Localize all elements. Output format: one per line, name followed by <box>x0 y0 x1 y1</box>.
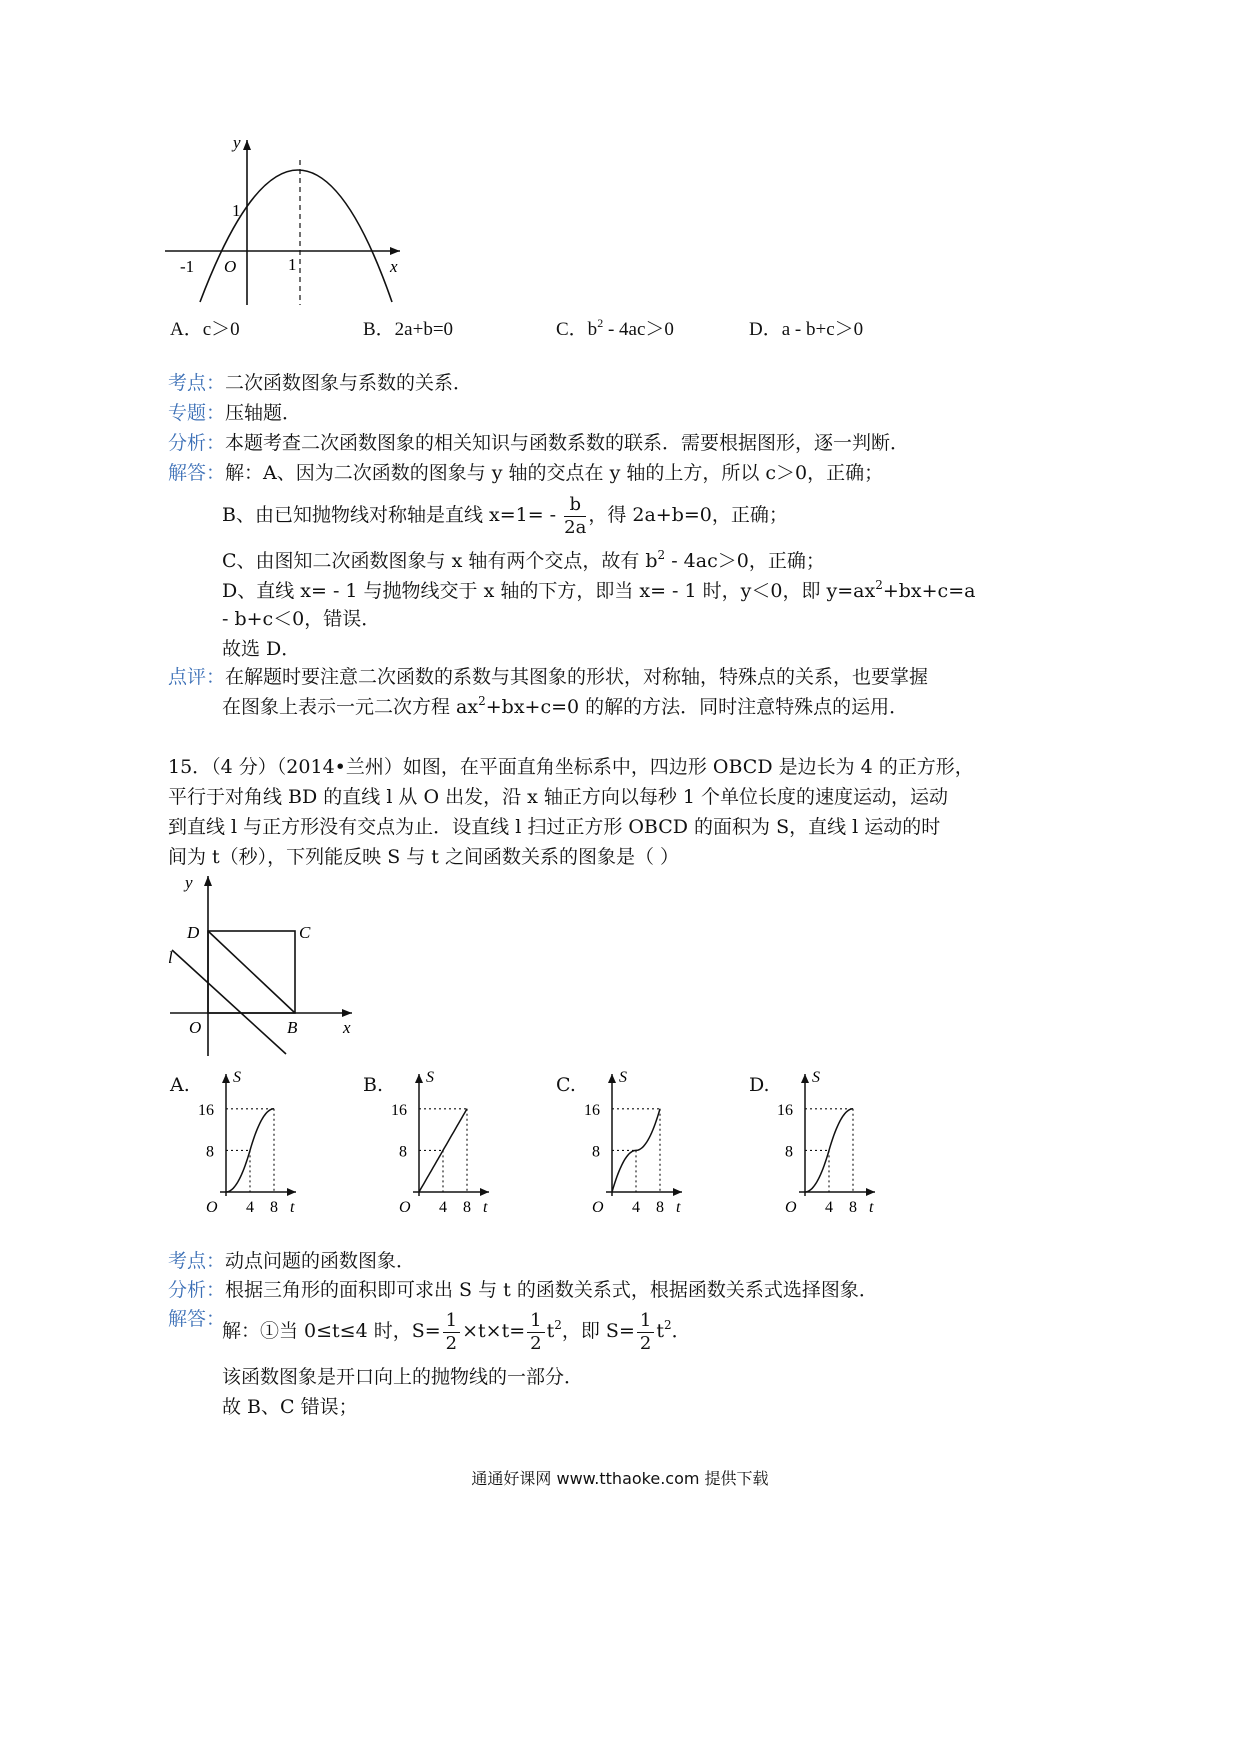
y-axis-arrow-icon <box>204 876 212 886</box>
t-label: t <box>290 1199 295 1216</box>
function-curve <box>419 1109 467 1192</box>
x-axis-arrow-icon <box>342 1009 352 1017</box>
q15-jieda-label: 解答： <box>168 1308 226 1330</box>
function-curve <box>805 1109 853 1192</box>
x-label: x <box>343 1018 351 1037</box>
tick-4: 4 <box>632 1199 640 1216</box>
x-label: x <box>390 257 398 276</box>
tick-4: 4 <box>825 1199 833 1216</box>
tick-16: 16 <box>198 1101 214 1119</box>
q14-jieda-a: 解答：解：A、因为二次函数的图象与 y 轴的交点在 y 轴的上方，所以 c＞0，正确； <box>168 462 884 484</box>
t-label: t <box>483 1199 488 1216</box>
point-d-label: D <box>187 923 200 942</box>
q14-jieda-d1: D、直线 x= - 1 与抛物线交于 x 轴的下方，即当 x= - 1 时，y＜0，即 $y=ax^2+bx+c=a$ <box>222 578 976 602</box>
tick-x1: 1 <box>288 255 297 274</box>
graph-option-label: A. <box>170 1074 190 1096</box>
parabola <box>200 170 392 302</box>
t-axis-arrow-icon <box>673 1188 682 1196</box>
graph-option-b <box>391 1062 501 1217</box>
graph-option-label: B. <box>363 1074 384 1096</box>
q15-stem-line2: 平行于对角线 BD 的直线 l 从 O 出发，沿 x 轴正方向以每秒 1 个单位长度的速度运动，运动 <box>168 786 949 808</box>
t-axis-arrow-icon <box>287 1188 296 1196</box>
q15-kaodian: 考点：动点问题的函数图象． <box>168 1250 416 1272</box>
tick-y1: 1 <box>232 201 241 220</box>
option-a: A．c＞0 <box>170 319 240 340</box>
tick-4: 4 <box>246 1199 254 1216</box>
graph-option-d <box>777 1062 887 1217</box>
q15-fenxi: 分析：根据三角形的面积即可求出 S 与 t 的函数关系式，根据函数关系式选择图象． <box>168 1279 878 1301</box>
q15-jieda-line1: 解：①当 0≤t≤4 时，S= $\frac{1}{2}$ ×t×t= $\frac{1}{2}$ $t^2$，即 S= $\frac{1}{2}$ $t^2$． <box>222 1309 691 1354</box>
q15-stem-line4: 间为 t（秒），下列能反映 S 与 t 之间函数关系的图象是（ ） <box>168 846 680 868</box>
s-axis-arrow-icon <box>222 1074 230 1083</box>
graph-option-a <box>198 1062 308 1217</box>
origin-label: O <box>206 1199 218 1216</box>
q15-stem-line3: 到直线 l 与正方形没有交点为止．设直线 l 扫过正方形 OBCD 的面积为 S，直线 l 运动的时 <box>168 816 941 838</box>
line-l-label: l <box>168 948 173 967</box>
q14-dianping2: 在图象上表示一元二次方程 $ax^2+bx+c=0$ 的解的方法．同时注意特殊点的运用． <box>222 694 909 718</box>
tick-16: 16 <box>391 1101 407 1119</box>
t-axis-arrow-icon <box>480 1188 489 1196</box>
q14-fenxi: 分析：本题考查二次函数图象的相关知识与函数系数的联系．需要根据图形，逐一判断． <box>168 432 910 454</box>
s-axis-arrow-icon <box>415 1074 423 1083</box>
x-axis-arrow-icon <box>390 247 400 255</box>
q14-jieda-c: C、由图知二次函数图象与 x 轴有两个交点，故有 $b^2 - 4ac>0$，正确； <box>222 548 825 572</box>
graph-option-label: C. <box>556 1074 576 1096</box>
diagonal-bd <box>208 931 295 1013</box>
tick-8: 8 <box>206 1143 214 1161</box>
s-label: S <box>426 1069 434 1086</box>
function-curve <box>226 1109 274 1192</box>
origin-label: O <box>189 1018 202 1037</box>
y-label: y <box>233 133 241 152</box>
page-footer: 通通好课网 www.tthaoke.com 提供下载 <box>471 1469 769 1488</box>
tick-t8: 8 <box>656 1199 664 1216</box>
s-label: S <box>812 1069 820 1086</box>
tick-4: 4 <box>439 1199 447 1216</box>
q15-jieda-line2: 该函数图象是开口向上的抛物线的一部分． <box>222 1366 584 1388</box>
tick-16: 16 <box>777 1101 793 1119</box>
point-b-label: B <box>287 1018 298 1037</box>
q14-parabola-graph <box>160 130 420 310</box>
option-b: B．2a+b=0 <box>363 319 454 340</box>
q14-jieda-end: 故选 D． <box>222 638 301 660</box>
line-l <box>172 950 286 1054</box>
point-c-label: C <box>299 923 311 942</box>
origin-label: O <box>785 1199 797 1216</box>
tick-t8: 8 <box>463 1199 471 1216</box>
q14-kaodian: 考点：二次函数图象与系数的关系． <box>168 372 473 394</box>
tick-t8: 8 <box>270 1199 278 1216</box>
q14-dianping: 点评：在解题时要注意二次函数的系数与其图象的形状，对称轴，特殊点的关系，也要掌握 <box>168 666 929 688</box>
tick-8: 8 <box>399 1143 407 1161</box>
option-d: D．a - b+c＞0 <box>749 319 864 340</box>
q15-jieda-line3: 故 B、C 错误； <box>222 1396 358 1418</box>
function-curve <box>612 1109 660 1192</box>
q14-zhuanti: 专题：压轴题． <box>168 402 302 424</box>
tick-8: 8 <box>785 1143 793 1161</box>
origin-label: O <box>224 257 237 276</box>
origin-label: O <box>592 1199 604 1216</box>
graph-option-label: D. <box>749 1074 770 1096</box>
y-axis-arrow-icon <box>243 140 251 150</box>
option-c: C．$b^2 - 4ac>0$ <box>556 316 674 340</box>
q14-jieda-b: B、由已知抛物线对称轴是直线 x=1= - $\frac{b}{2a}$ ，得 2a+b=0，正确； <box>222 493 788 538</box>
tick-8: 8 <box>592 1143 600 1161</box>
y-label: y <box>185 873 193 892</box>
tick-neg1: -1 <box>180 257 195 276</box>
s-axis-arrow-icon <box>801 1074 809 1083</box>
s-axis-arrow-icon <box>608 1074 616 1083</box>
t-axis-arrow-icon <box>866 1188 875 1196</box>
graph-option-c <box>584 1062 694 1217</box>
tick-16: 16 <box>584 1101 600 1119</box>
t-label: t <box>869 1199 874 1216</box>
q15-square-figure <box>160 868 370 1063</box>
s-label: S <box>619 1069 627 1086</box>
s-label: S <box>233 1069 241 1086</box>
tick-t8: 8 <box>849 1199 857 1216</box>
origin-label: O <box>399 1199 411 1216</box>
q15-stem-line1: 15．（4 分）（2014•兰州）如图，在平面直角坐标系中，四边形 OBCD 是边长为 4 的正方形， <box>168 756 974 778</box>
t-label: t <box>676 1199 681 1216</box>
q14-jieda-d2: - b+c＜0，错误． <box>222 608 381 630</box>
